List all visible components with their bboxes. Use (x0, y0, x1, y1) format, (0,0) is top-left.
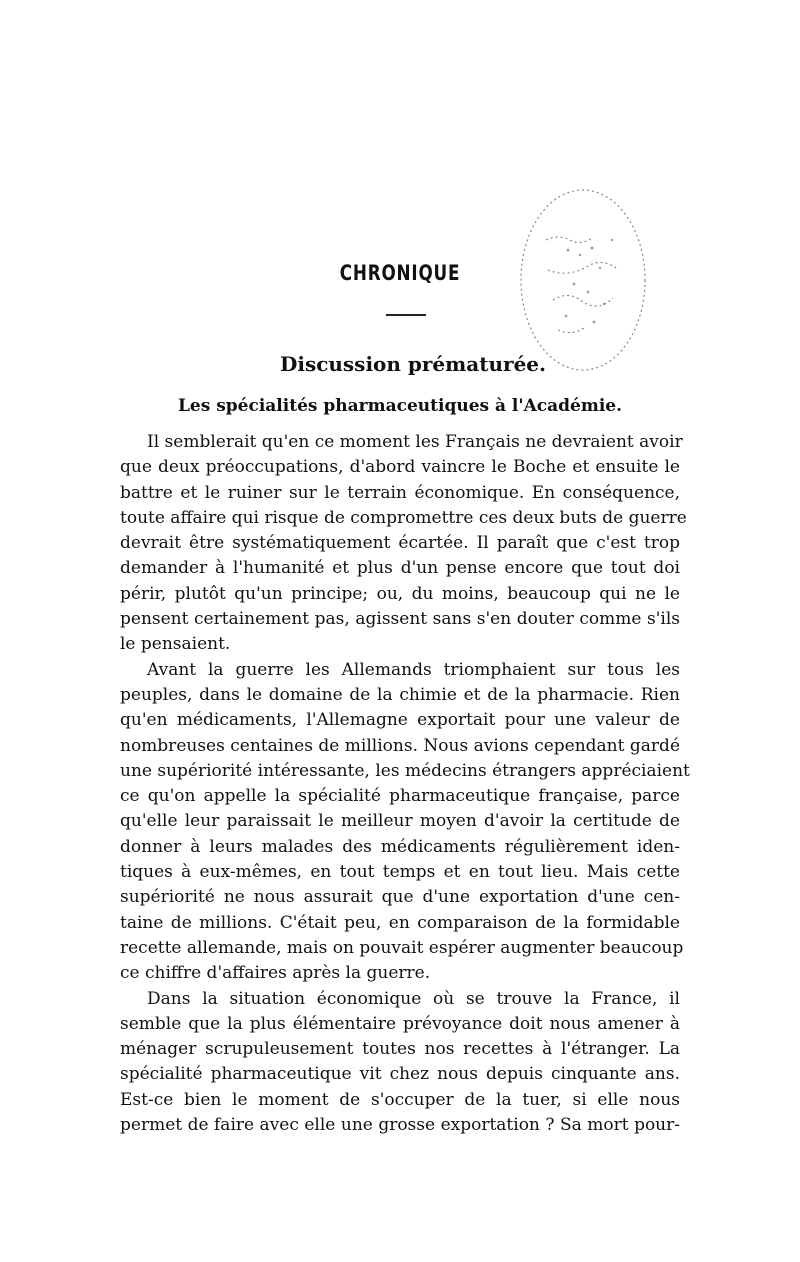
text-line: toute affaire qui risque de compromettre ces deux buts de guerre (120, 507, 687, 528)
text-line: devrait être systématiquement écartée. Il paraît que c'est trop (120, 533, 680, 554)
text-line: permet de faire avec elle une grosse exportation ? Sa mort pour- (120, 1115, 680, 1136)
text-line: Avant la guerre les Allemands triomphaient sur tous les (147, 659, 680, 680)
text-line: le pensaient. (120, 634, 231, 655)
text-line: que deux préoccupations, d'abord vaincre le Boche et ensuite le (120, 457, 680, 478)
article-body (120, 430, 690, 1138)
text-line: Dans la situation économique où se trouve la France, il (147, 988, 680, 1009)
text-line: Il semblerait qu'en ce moment les Français ne devraient avoir (147, 432, 683, 452)
article-subtitle: Les spécialités pharmaceutiques à l'Académie. (177, 396, 623, 416)
text-line: ménager scrupuleusement toutes nos recettes à l'étranger. La (120, 1039, 680, 1060)
chronicle-heading: CHRONIQUE (339, 261, 461, 285)
text-line: supériorité ne nous assurait que d'une exportation d'une cen- (120, 887, 680, 908)
text-line: ce qu'on appelle la spécialité pharmaceutique française, parce (120, 786, 680, 807)
text-line: qu'en médicaments, l'Allemagne exportait pour une valeur de (120, 710, 680, 731)
text-line: une supériorité intéressante, les médecins étrangers appréciaient (120, 760, 690, 781)
text-line: peuples, dans le domaine de la chimie et de la pharmacie. Rien (120, 684, 680, 705)
text-line: nombreuses centaines de millions. Nous avions cependant gardé (120, 735, 680, 756)
paragraph (120, 430, 687, 658)
heading-divider (386, 314, 426, 316)
text-line: semble que la plus élémentaire prévoyance doit nous amener à (120, 1013, 680, 1034)
text-line: taine de millions. C'était peu, en comparaison de la formidable (120, 912, 680, 933)
paragraph (120, 658, 690, 987)
text-line: pensent certainement pas, agissent sans s'en douter comme s'ils (120, 609, 680, 630)
article-title: Discussion prématurée. (280, 352, 546, 376)
text-line: recette allemande, mais on pouvait espérer augmenter beaucoup (120, 937, 684, 958)
text-line: Est-ce bien le moment de s'occuper de la tuer, si elle nous (120, 1089, 680, 1110)
text-line: tiques à eux-mêmes, en tout temps et en tout lieu. Mais cette (120, 862, 680, 883)
text-line: spécialité pharmaceutique vit chez nous depuis cinquante ans. (120, 1064, 680, 1085)
text-line: périr, plutôt qu'un principe; ou, du moins, beaucoup qui ne le (120, 583, 680, 604)
text-line: donner à leurs malades des médicaments régulièrement iden- (120, 836, 680, 857)
text-line: battre et le ruiner sur le terrain économique. En conséquence, (120, 482, 680, 503)
text-line: demander à l'humanité et plus d'un pense encore que tout doi (120, 558, 680, 579)
paragraph (120, 987, 680, 1139)
text-line: ce chiffre d'affaires après la guerre. (120, 963, 431, 984)
text-line: qu'elle leur paraissait le meilleur moyen d'avoir la certitude de (120, 811, 680, 832)
